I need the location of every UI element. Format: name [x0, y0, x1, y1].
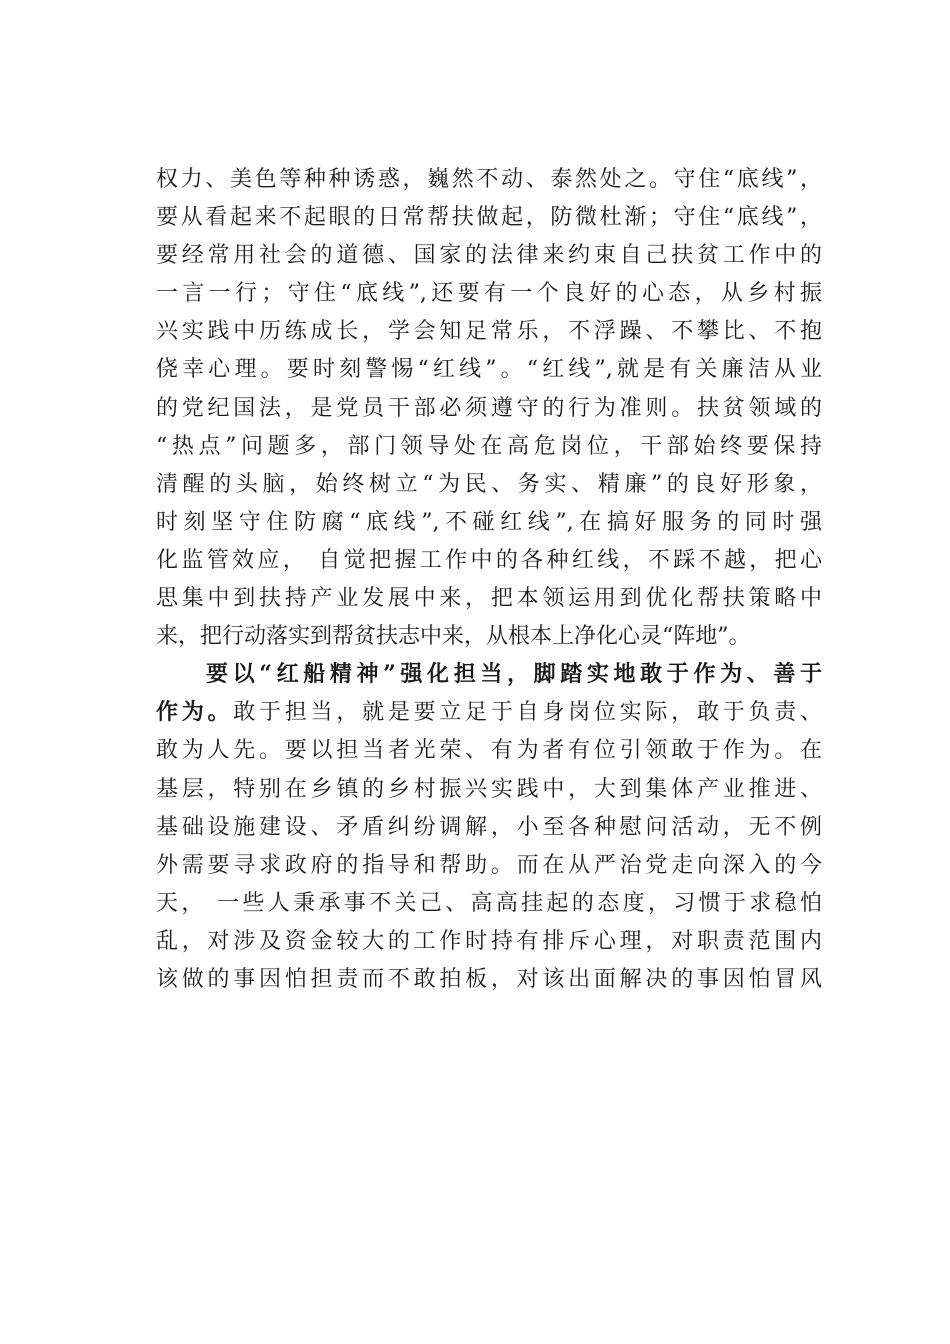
text-line: 时刻坚守住防腐“底线”,不碰红线”,在搞好服务的同时强 — [156, 509, 822, 535]
text-line: 清醒的头脑，始终树立“为民、务实、精廉”的良好形象， — [156, 471, 822, 497]
text-line: 侥幸心理。要时刻警惕“红线”。“红线”,就是有关廉洁从业 — [156, 357, 822, 383]
text-line: 兴实践中历练成长，学会知足常乐，不浮躁、不攀比、不抱 — [156, 319, 822, 345]
body-text — [156, 167, 822, 1005]
section-heading: 要以“红船精神”强化担当，脚踏实地敢于作为、善于 — [206, 661, 822, 688]
text-fragment: 敢于担当，就是要立足于自身岗位实际，敢于负责、 — [233, 700, 822, 726]
text-line: 要经常用社会的道德、国家的法律来约束自己扶贫工作中的 — [156, 243, 822, 269]
text-line: 一言一行；守住“底线”,还要有一个良好的心态，从乡村振 — [156, 281, 822, 307]
text-line: 化监管效应， 自觉把握工作中的各种红线，不踩不越，把心 — [156, 547, 822, 573]
text-line: 外需要寻求政府的指导和帮助。而在从严治党走向深入的今 — [156, 852, 822, 878]
heading-continuation-line — [156, 700, 822, 725]
heading-end: 作为。 — [156, 699, 234, 726]
text-line: 权力、美色等种种诱惑，巍然不动、泰然处之。守住“底线”， — [156, 167, 822, 192]
text-line: 思集中到扶持产业发展中来，把本领运用到优化帮扶策略中 — [156, 586, 822, 612]
text-line: 敢为人先。要以担当者光荣、有为者有位引领敢于作为。在 — [156, 738, 822, 764]
text-line: 该做的事因怕担责而不敢拍板，对该出面解决的事因怕冒风 — [156, 966, 822, 992]
text-line: 要从看起来不起眼的日常帮扶做起，防微杜渐；守住“底线”， — [156, 205, 822, 231]
text-line: “热点”问题多，部门领导处在高危岗位，干部始终要保持 — [156, 433, 822, 459]
paragraph-end-line: 来，把行动落实到帮贫扶志中来，从根本上净化心灵“阵地”。 — [156, 624, 751, 650]
text-line: 的党纪国法，是党员干部必须遵守的行为准则。扶贫领域的 — [156, 395, 822, 421]
text-line: 基层，特别在乡镇的乡村振兴实践中，大到集体产业推进、 — [156, 776, 822, 802]
text-line: 基础设施建设、矛盾纠纷调解，小至各种慰问活动，无不例 — [156, 814, 822, 840]
text-line: 乱，对涉及资金较大的工作时持有排斥心理，对职责范围内 — [156, 928, 822, 954]
text-line: 天， 一些人秉承事不关己、高高挂起的态度，习惯于求稳怕 — [156, 890, 822, 916]
